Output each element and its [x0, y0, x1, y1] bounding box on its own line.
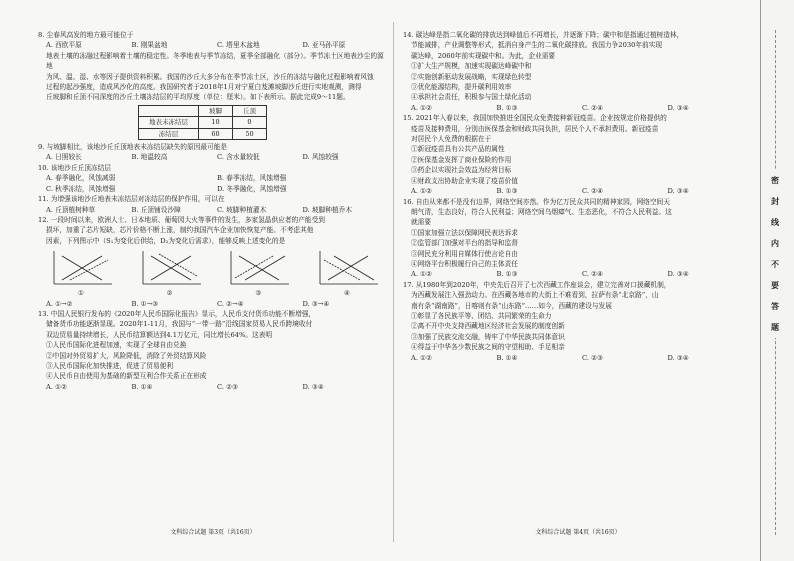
statement-item: ③网民充分利用自媒体行使言论自由 — [411, 249, 518, 258]
passage-line: 地表土壤的冻融过程影响着土壤的稳定性。冬季地表与季节冻结，夏季全部融化（部分）。季节冻土区地表沙尘的源地 — [46, 51, 384, 71]
question-line: 损坏，加重了芯片短缺，芯片价格不断上涨，制约我国汽车企业加快恢复产能。不考虑其他 — [46, 226, 314, 235]
seal-char: 密 — [771, 175, 779, 185]
question-stem: 11. 为增强该地沙丘地表未冻结层对冻结层的保护作用，可以在 — [38, 195, 225, 204]
option-c[interactable]: C. 秋季冻结，风蚀增强 — [46, 184, 116, 193]
question-12 — [38, 215, 388, 309]
option-c[interactable]: C. ②③ — [582, 353, 604, 362]
graph-3 — [223, 248, 293, 298]
page-footer: 文科综合试题 第3页（共16页） — [170, 528, 256, 536]
passage-line: 丘坡脚和丘顶不同深度的沙丘土壤冻结层的平均厚度（单位：厘米）。如下表所示。据此完成9～11题。 — [46, 93, 350, 102]
statement-item: ②离不开中央支持西藏地区经济社会发展的制度创新 — [411, 322, 565, 331]
frozen-layer-table — [138, 105, 267, 140]
table-row — [139, 128, 267, 139]
statement-item: ②监管部门加强对平台的指导和监督 — [411, 239, 518, 248]
supply-demand-diagram — [223, 248, 293, 288]
question-14 — [403, 30, 753, 113]
question-stem: 12. 一段时间以来，欧洲人士、日本地质、葡萄园大火等事件的发生，多家氢晶供应者的产能受到 — [38, 215, 325, 224]
option-b[interactable]: B. ①④ — [131, 382, 153, 391]
option-d[interactable]: D. 风蚀较强 — [302, 153, 339, 162]
passage-intro — [38, 51, 388, 103]
options — [403, 353, 753, 363]
options — [403, 186, 753, 196]
question-stem: 8. 尘春风高发的地方最可能位于 — [38, 31, 134, 39]
table-header-row — [139, 105, 267, 116]
option-a[interactable]: A. ①② — [46, 382, 68, 391]
option-c[interactable]: C. ②④ — [582, 103, 604, 112]
question-11 — [38, 194, 388, 215]
question-9 — [38, 142, 388, 163]
question-line: 疫苗及接种费用，分别由医保基金和财政共同负担，居民个人不承担费用。新冠疫苗 — [411, 124, 659, 133]
option-a[interactable]: A. 日照较长 — [46, 153, 82, 162]
statement-item: ①新冠疫苗具有公共产品的属性 — [411, 145, 505, 154]
statement-item: ①彰显了各民族平等、团结、共同繁荣的生命力 — [411, 311, 552, 320]
question-stem: 10. 该地沙丘丘顶冻结层 — [38, 163, 111, 172]
options — [38, 152, 388, 162]
statement-item: ①国家加强立法以保障网民表达诉求 — [411, 228, 518, 237]
seal-char: 答 — [771, 301, 779, 311]
table-cell: 冻结层 — [139, 128, 199, 139]
supply-demand-diagram — [46, 248, 116, 288]
seal-char: 题 — [771, 322, 779, 332]
option-b[interactable]: B. ①③ — [496, 270, 518, 279]
statement-item: ④财政支出协助企业实现了疫苗价值 — [411, 176, 518, 185]
statement-item: ③药企以实现社会效益为经营目标 — [411, 166, 512, 175]
question-line: 因素，下列图示中（S₁为变化后供给，D₂为变化后需求），能够反映上述变化的是 — [46, 236, 286, 245]
question-stem: 13. 中国人民银行发布的《2020年人民币国际化报告》显示，人民币支付货币功能不断增强， — [38, 309, 316, 318]
table-header — [139, 105, 199, 116]
statement-item: ③优化能源结构，提升碳利用效率 — [411, 83, 512, 92]
graph-label: ① — [78, 289, 84, 298]
statement-item: ④承担社会责任，积极参与国土绿化活动 — [411, 93, 532, 102]
graph-label: ④ — [343, 289, 350, 298]
statement-item: ①人民币国际化进程加速，实现了全球自由兑换 — [46, 341, 187, 350]
option-d[interactable]: D. 冬季融化，风蚀增强 — [217, 184, 287, 193]
page-divider — [393, 22, 394, 542]
statement-item: ②医保基金发挥了商业保险的作用 — [411, 155, 512, 164]
question-stem: 14. 碳达峰是指二氧化碳的排放达到峰值后不再增长，并逐渐下降；碳中和是指通过植树造林， — [403, 31, 684, 39]
options — [38, 299, 388, 309]
question-line: 节能减排，产业调整等形式，抵消自身产生的二氧化碳排放。我国力争2030年前实现 — [411, 41, 663, 50]
graph-4 — [312, 248, 382, 298]
question-line: 对居民个人免费的根据在于 — [411, 135, 492, 144]
page-footer: 文科综合试题 第4页（共16页） — [535, 528, 621, 536]
option-c[interactable]: C. ②③ — [217, 382, 239, 391]
option-b[interactable]: B. 地温较高 — [131, 153, 168, 162]
question-line: 南有条“湖南路”，日喀则有条“山东路”……如今，西藏的建设与发展 — [411, 301, 612, 310]
question-17 — [403, 280, 753, 363]
statement-item: ②中国对外贸易扩大，风险降低，消除了外贸结算风险 — [46, 351, 207, 360]
option-b[interactable]: B. 刚果盆地 — [131, 41, 168, 50]
option-b[interactable]: B. 春季冻结，风蚀增强 — [217, 174, 287, 183]
seal-char: 不 — [771, 259, 779, 269]
options — [38, 205, 388, 215]
option-c[interactable]: C. ②→④ — [217, 299, 244, 308]
question-line: 为西藏发展注入强劲动力。在西藏各地市的大街上不难看到，拉萨有条“北京路”，山 — [411, 291, 659, 300]
question-stem: 16. 自由从来都不是没有边界，网络空间亦然。作为亿万民众共同的精神家园，网络空间天 — [403, 197, 670, 206]
question-8 — [38, 30, 388, 51]
table-header: 丘顶 — [233, 105, 267, 116]
seal-char: 封 — [771, 196, 779, 206]
option-d[interactable]: D. ③④ — [667, 353, 689, 362]
table-cell: 60 — [199, 128, 233, 139]
option-a[interactable]: A. 丘顶植树种草 — [46, 205, 96, 214]
seal-char: 要 — [771, 280, 779, 290]
option-b[interactable]: B. ①③ — [496, 103, 518, 112]
table-cell: 0 — [233, 117, 267, 128]
statement-item: ③人民币国际化加快推进，促进了贸易便利 — [46, 361, 174, 370]
option-d[interactable]: D. 坡脚种植乔木 — [302, 205, 352, 214]
option-a[interactable]: A. ①② — [411, 270, 433, 279]
statement-item: ③加强了民族交流交融，铸牢了中华民族共同体意识 — [411, 332, 565, 341]
statement-item: ④人民币自由使用为基础的新型互利合作关系正在形成 — [46, 372, 207, 381]
page-left — [38, 30, 388, 540]
question-stem: 17. 从1980年到2020年，中央先后召开了七次西藏工作座谈会，建立完善对口援藏机制， — [403, 280, 671, 289]
supply-demand-graphs — [46, 248, 382, 298]
option-c[interactable]: C. 含水量较低 — [217, 153, 260, 162]
supply-demand-diagram — [312, 248, 382, 288]
table-cell: 10 — [199, 117, 233, 128]
option-d[interactable]: D. ③④ — [667, 270, 689, 279]
option-d[interactable]: D. ③④ — [302, 382, 324, 391]
page-right — [403, 30, 753, 540]
passage-line: 为风、温、湿、水等因子提供资料积累。我国的沙丘大多分布在季节冻土区，沙丘的冻结与融化过程影响着风蚀 — [46, 72, 374, 81]
statement-item: ②实施创新驱动发展战略，实现绿色转型 — [411, 72, 532, 81]
graph-2 — [135, 248, 205, 298]
statement-item: ①扩大生产规模，加速实现碳达峰碳中和 — [411, 62, 532, 71]
option-d[interactable]: D. ③→④ — [302, 299, 330, 308]
option-a[interactable]: A. 西欧平原 — [46, 41, 82, 50]
question-line: 就需要 — [411, 218, 432, 227]
question-16 — [403, 197, 753, 280]
question-line: 储备货币功能逐渐显现。2020年1-11月，我国与“一带一路”沿线国家贸易人民币跨境收付 — [46, 320, 313, 329]
option-a[interactable]: A. ①→② — [46, 299, 73, 308]
option-b[interactable]: B. ①③ — [496, 187, 518, 196]
option-d[interactable]: D. 亚马孙平原 — [302, 41, 346, 50]
table-header: 坡脚 — [199, 105, 233, 116]
option-a[interactable]: A. ①② — [411, 353, 433, 362]
option-b[interactable]: B. ①→③ — [131, 299, 159, 308]
binding-strip — [760, 0, 794, 561]
seal-char: 线 — [771, 217, 779, 227]
option-b[interactable]: B. 丘顶铺设沙障 — [131, 205, 181, 214]
question-15 — [403, 113, 753, 196]
options — [38, 40, 388, 50]
options — [403, 269, 753, 279]
question-stem: 15. 2021年入春以来，我国加快推进全国民众免费接种新冠疫苗。企业按规定价格提供的 — [403, 114, 667, 123]
passage-line: 过程的起沙强度，造成风沙化的高度。我国研究者于2018年1月对宁夏白芨滩坡脚沙丘进行实地观测，测得 — [46, 83, 362, 92]
option-c[interactable]: C. 坡脚种植灌木 — [217, 205, 267, 214]
option-d[interactable]: D. ③④ — [667, 187, 689, 196]
question-line: 双边贸易量持续增长，人民币结算额达到4.1万亿元，同比增长64%。这表明 — [46, 330, 273, 339]
option-a[interactable]: A. ①② — [411, 103, 433, 112]
option-c[interactable]: C. ②④ — [582, 270, 604, 279]
options — [403, 103, 753, 113]
table-cell: 地表未冻结层 — [139, 117, 199, 128]
seal-notice — [768, 170, 782, 338]
statement-item: ④得益于中华各少数民族之间的守望相助、手足相亲 — [411, 343, 565, 352]
options — [38, 382, 388, 392]
table-row — [139, 117, 267, 128]
statement-item: ④网络平台积极履行自己的主体责任 — [411, 259, 518, 268]
graph-1 — [46, 248, 116, 298]
question-line: 碳达峰，2060年前实现碳中和。为此，企业需要 — [411, 51, 556, 60]
option-c[interactable]: C. 塔里木盆地 — [217, 41, 260, 50]
graph-label: ② — [166, 289, 173, 298]
option-d[interactable]: D. ③④ — [667, 103, 689, 112]
graph-label: ③ — [255, 289, 262, 298]
question-10 — [38, 163, 388, 194]
option-a[interactable]: A. ①② — [411, 187, 433, 196]
option-a[interactable]: A. 春季融化，风蚀减弱 — [46, 174, 116, 183]
question-13 — [38, 309, 388, 392]
option-c[interactable]: C. ②④ — [582, 187, 604, 196]
options — [38, 173, 388, 194]
question-line: 朗气清，生态良好，符合人民利益；网络空间乌烟瘴气、生态恶化，不符合人民利益。这 — [411, 207, 672, 216]
question-stem: 9. 与坡脚相比，该地沙丘丘顶地表未冻结层缺失的原因最可能是 — [38, 143, 228, 152]
seal-char: 内 — [771, 238, 779, 248]
option-b[interactable]: B. ①④ — [496, 353, 518, 362]
supply-demand-diagram — [135, 248, 205, 288]
table-cell: 50 — [233, 128, 267, 139]
